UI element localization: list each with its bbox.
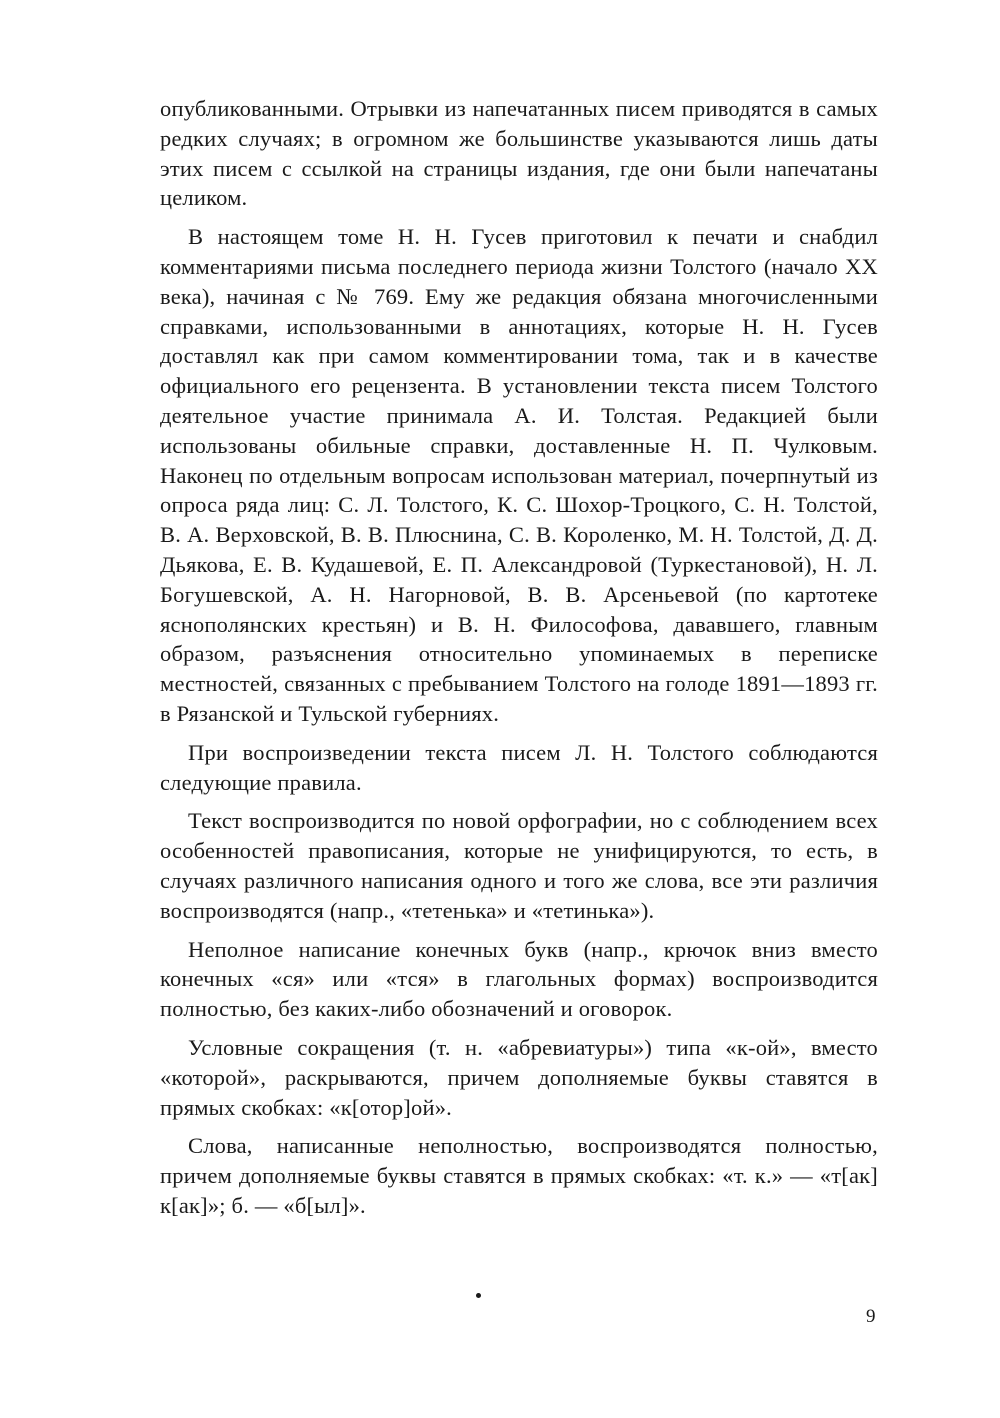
paragraph-rules-intro: При воспроизведении текста писем Л. Н. Толстого соблюдаются следующие правила.: [160, 739, 878, 795]
paragraph-acknowledgements: В настоящем томе Н. Н. Гусев приготовил к печати и снабдил комментариями письма последнего периода жизни Толстого (начало XX века), начиная с № 769. Ему же редакция обязана многочисленными справками, использованными в аннотациях, которые Н. Н. Гусев доставлял как при самом комментировании тома, так и в качестве официального его рецензента. В установлении текста писем Толстого деятельное участие принимала А. И. Толстая. Редакцией были использованы обильные справки, доставленные Н. П. Чулковым. Наконец по отдельным вопросам использован материал, почерпнутый из опроса ряда лиц: С. Л. Толстого, К. С. Шохор-Троцкого, С. Н. Толстой, В. А. Верховской, В. В. Плюснина, С. В. Короленко, М. Н. Толстой, Д. Д. Дьякова, Е. В. Кудашевой, Е. П. Александровой (Туркестановой), Н. Л. Богушевской, А. Н. Нагорновой, В. В. Арсеньевой (по картотеке яснополянских крестьян) и В. Н. Философова, дававшего, главным образом, разъяснения относительно упоминаемых в переписке местностей, связанных с пребыванием Толстого на голоде 1891—1893 гг. в Рязанской и Тульской губерниях.: [160, 224, 878, 726]
body-text: [160, 94, 878, 1230]
paragraph-rule-incomplete-words: Слова, написанные неполностью, воспроизводятся полностью, причем дополняемые буквы ставятся в прямых скобках: «т. к.» — «т[ак] к[ак]»; б. — «б[ыл]».: [160, 1133, 878, 1218]
paragraph-continuation: опубликованными. Отрывки из напечатанных писем приводятся в самых редких случаях; в огромном же большинстве указываются лишь даты этих писем с ссылкой на страницы издания, где они были напечатаны целиком.: [160, 96, 878, 211]
page-number: 9: [866, 1306, 876, 1327]
paragraph-rule-endings: Неполное написание конечных букв (напр., крючок вниз вместо конечных «ся» или «тся» в глагольных формах) воспроизводится полностью, без каких-либо обозначений и оговорок.: [160, 936, 878, 1022]
paragraph-rule-abbreviations: Условные сокращения (т. н. «абревиатуры») типа «к-ой», вместо «которой», раскрываются, причем дополняемые буквы ставятся в прямых скобках: «к[отор]ой».: [160, 1034, 878, 1120]
paragraph-rule-orthography: Текст воспроизводится по новой орфографии, но с соблюдением всех особенностей правописания, которые не унифицируются, то есть, в случаях различного написания одного и того же слова, все эти различия воспроизводятся (напр., «тетенька» и «тетинька»).: [160, 808, 878, 923]
print-dot-mark: [476, 1293, 481, 1298]
